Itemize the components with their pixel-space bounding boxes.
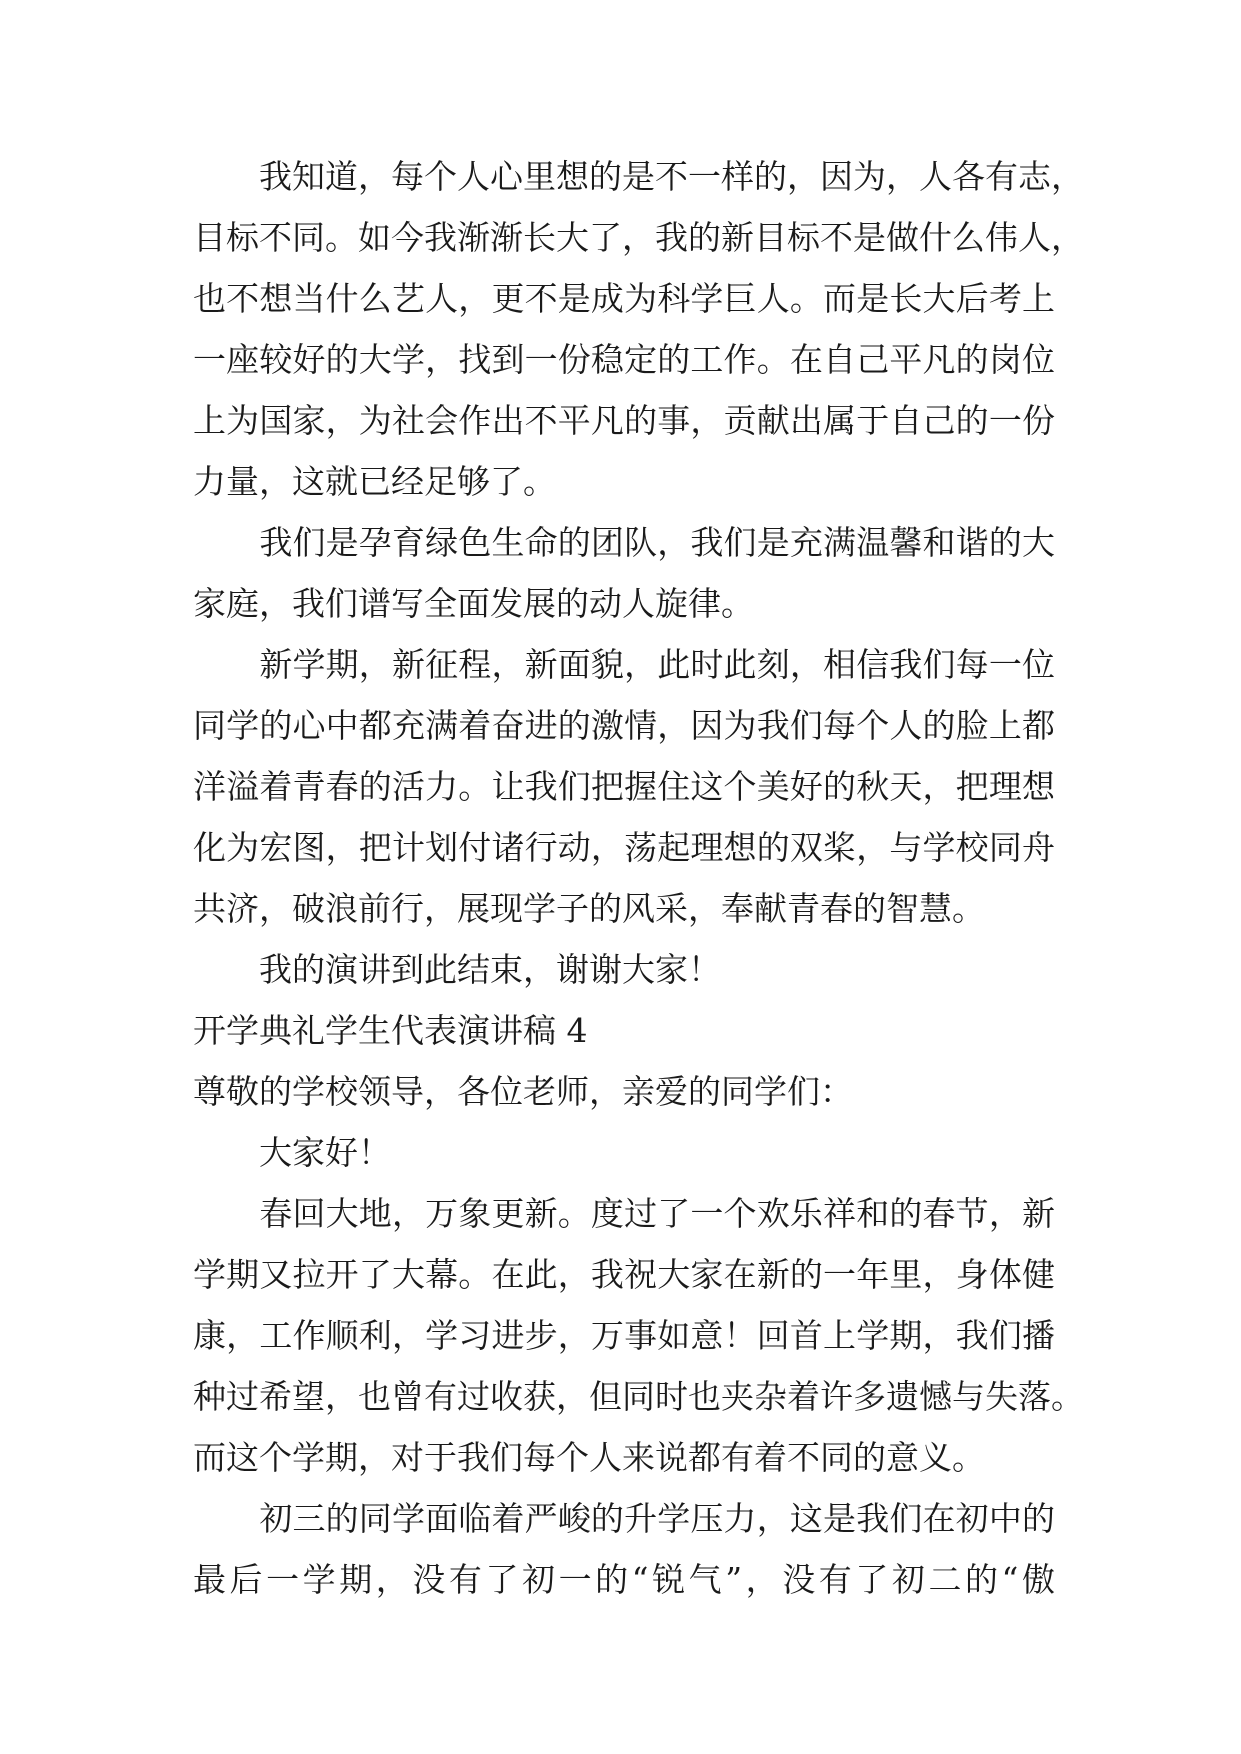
text-line: 一座较好的大学，找到一份稳定的工作。在自己平凡的岗位 — [193, 340, 1055, 379]
text-line: 家庭，我们谱写全面发展的动人旋律。 — [193, 584, 754, 623]
text-line: 洋溢着青春的活力。让我们把握住这个美好的秋天，把理想 — [193, 767, 1055, 806]
text-line: 也不想当什么艺人，更不是成为科学巨人。而是长大后考上 — [193, 279, 1055, 318]
text-line: 化为宏图，把计划付诸行动，荡起理想的双桨，与学校同舟 — [193, 828, 1055, 867]
text-line: 我的演讲到此结束，谢谢大家！ — [193, 950, 721, 989]
text-line: 初三的同学面临着严峻的升学压力，这是我们在初中的 — [193, 1499, 1055, 1538]
text-line: 康，工作顺利，学习进步，万事如意！回首上学期，我们播 — [193, 1316, 1055, 1355]
section-title: 开学典礼学生代表演讲稿 4 — [193, 1011, 588, 1050]
text-line: 而这个学期，对于我们每个人来说都有着不同的意义。 — [193, 1438, 985, 1477]
text-line: 上为国家，为社会作出不平凡的事，贡献出属于自己的一份 — [193, 401, 1055, 440]
greeting: 大家好！ — [193, 1133, 391, 1172]
salutation: 尊敬的学校领导，各位老师，亲爱的同学们： — [193, 1072, 853, 1111]
text-line: 种过希望，也曾有过收获，但同时也夹杂着许多遗憾与失落。 — [193, 1377, 1084, 1416]
text-line: 学期又拉开了大幕。在此，我祝大家在新的一年里，身体健 — [193, 1255, 1055, 1294]
text-line: 我们是孕育绿色生命的团队，我们是充满温馨和谐的大 — [193, 523, 1055, 562]
text-line: 新学期，新征程，新面貌，此时此刻，相信我们每一位 — [193, 645, 1055, 684]
text-line: 同学的心中都充满着奋进的激情，因为我们每个人的脸上都 — [193, 706, 1055, 745]
text-line: 力量，这就已经足够了。 — [193, 462, 556, 501]
text-line: 目标不同。如今我渐渐长大了，我的新目标不是做什么伟人， — [193, 218, 1084, 257]
text-line: 共济，破浪前行，展现学子的风采，奉献青春的智慧。 — [193, 889, 985, 928]
text-line: 春回大地，万象更新。度过了一个欢乐祥和的春节，新 — [193, 1194, 1055, 1233]
text-line: 最后一学期，没有了初一的“锐气”，没有了初二的“傲 — [193, 1560, 1055, 1599]
text-line: 我知道，每个人心里想的是不一样的，因为，人各有志， — [193, 157, 1084, 196]
